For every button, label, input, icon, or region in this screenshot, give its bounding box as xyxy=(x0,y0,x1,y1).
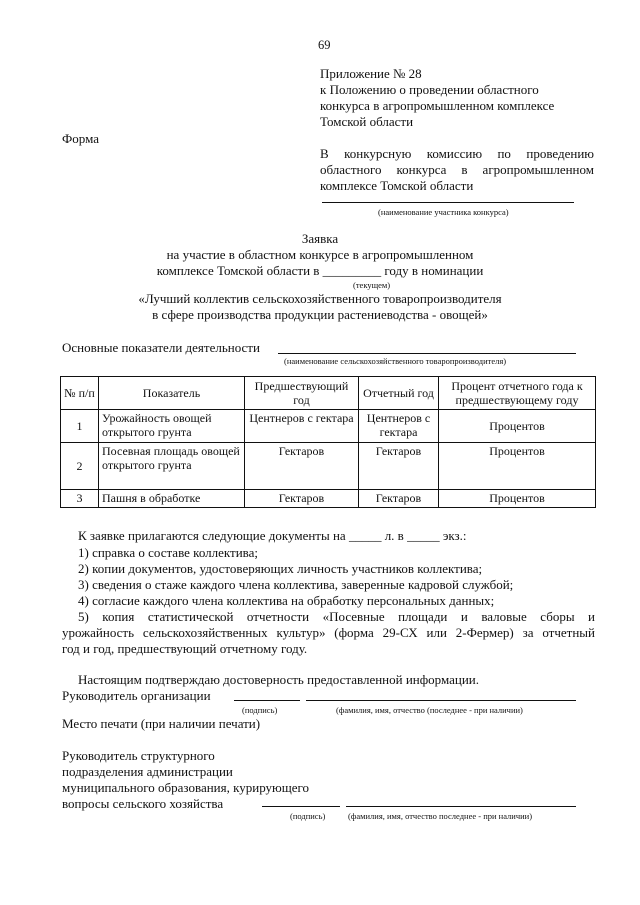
attachment-item: 2) копии документов, удостоверяющих личность участников коллектива; xyxy=(78,561,483,576)
full-name-caption: (фамилия, имя, отчество последнее - при наличии) xyxy=(348,811,533,821)
header-cell: Показатель xyxy=(99,377,245,410)
table-cell: Процентов xyxy=(439,490,596,508)
admin-label-line: подразделения администрации xyxy=(62,764,233,779)
year-caption: (текущем) xyxy=(353,280,391,290)
form-label: Форма xyxy=(62,131,99,146)
signature-caption: (подпись) xyxy=(290,811,326,821)
attachments-intro: К заявке прилагаются следующие документы на _____ л. в _____ экз.: xyxy=(78,528,467,543)
table-cell: Пашня в обработке xyxy=(99,490,245,508)
signature-line xyxy=(234,700,300,701)
table-row xyxy=(61,443,596,490)
table-header-row xyxy=(61,377,596,410)
table-cell: Процентов xyxy=(439,443,596,490)
full-name-line xyxy=(346,806,576,807)
appendix-line: Приложение № 28 xyxy=(320,66,422,81)
admin-label-line: Руководитель структурного xyxy=(62,748,215,763)
table-cell: Гектаров xyxy=(245,490,359,508)
indicators-heading: Основные показатели деятельности xyxy=(62,340,260,355)
table-cell: 2 xyxy=(61,443,99,490)
header-cell: № п/п xyxy=(61,377,99,410)
signature-caption: (подпись) xyxy=(242,705,278,715)
admin-label-line: вопросы сельского хозяйства xyxy=(62,796,224,811)
page-number: 69 xyxy=(318,38,331,52)
head-label: Руководитель организации xyxy=(62,688,211,703)
nomination-line: «Лучший коллектив сельскохозяйственного товаропроизводителя xyxy=(138,291,502,306)
application-line: комплексе Томской области в _________ году в номинации xyxy=(156,263,484,278)
header-cell: Отчетный год xyxy=(359,377,439,410)
participant-caption: (наименование участника конкурса) xyxy=(378,207,509,217)
application-line: на участие в областном конкурсе в агропромышленном xyxy=(166,247,474,262)
full-name-line xyxy=(306,700,576,701)
appendix-line: к Положению о проведении областного xyxy=(320,82,539,97)
attachment-item: 5) копия статистической отчетности «Посевные площади и валовые сборы и xyxy=(78,609,595,624)
addressee-line: комплексе Томской области xyxy=(320,178,474,193)
table-cell: 1 xyxy=(61,410,99,443)
attachment-item-continued: год и год, предшествующий отчетному году. xyxy=(62,641,308,656)
table-cell: Гектаров xyxy=(359,443,439,490)
attachment-item-continued: урожайность сельскохозяйственных культур» (форма 29-СХ или 2-Фермер) за отчетный xyxy=(62,625,595,640)
addressee-line: областного конкурса в агропромышленном xyxy=(320,162,594,177)
participant-name-line xyxy=(322,202,574,203)
application-title: Заявка xyxy=(301,231,339,246)
addressee-line: В конкурсную комиссию по проведению xyxy=(320,146,594,161)
nomination-line: в сфере производства продукции растениеводства - овощей» xyxy=(152,307,488,322)
header-cell: Предшествующий год xyxy=(245,377,359,410)
producer-name-line xyxy=(278,353,576,354)
table-cell: Гектаров xyxy=(359,490,439,508)
signature-line xyxy=(262,806,340,807)
table-cell: Урожайность овощей открытого грунта xyxy=(99,410,245,443)
table-cell: Процентов xyxy=(439,410,596,443)
table-cell: Центнеров с гектара xyxy=(359,410,439,443)
table-cell: Посевная площадь овощей открытого грунта xyxy=(99,443,245,490)
table-cell: Центнеров с гектара xyxy=(245,410,359,443)
table-cell: Гектаров xyxy=(245,443,359,490)
attachment-item: 4) согласие каждого члена коллектива на обработку персональных данных; xyxy=(78,593,495,608)
confirmation-text: Настоящим подтверждаю достоверность предоставленной информации. xyxy=(78,672,480,687)
indicators-table xyxy=(60,376,596,508)
appendix-line: конкурса в агропромышленном комплексе xyxy=(320,98,555,113)
table-row xyxy=(61,490,596,508)
full-name-caption: (фамилия, имя, отчество (последнее - при наличии) xyxy=(336,705,523,715)
seal-note: Место печати (при наличии печати) xyxy=(62,716,261,731)
producer-caption: (наименование сельскохозяйственного товаропроизводителя) xyxy=(284,356,507,366)
header-cell: Процент отчетного года к предшествующему году xyxy=(439,377,596,410)
attachment-item: 3) сведения о стаже каждого члена коллектива, заверенные кадровой службой; xyxy=(78,577,514,592)
admin-label-line: муниципального образования, курирующего xyxy=(62,780,310,795)
attachment-item: 1) справка о составе коллектива; xyxy=(78,545,259,560)
table-cell: 3 xyxy=(61,490,99,508)
appendix-line: Томской области xyxy=(320,114,414,129)
table-row xyxy=(61,410,596,443)
